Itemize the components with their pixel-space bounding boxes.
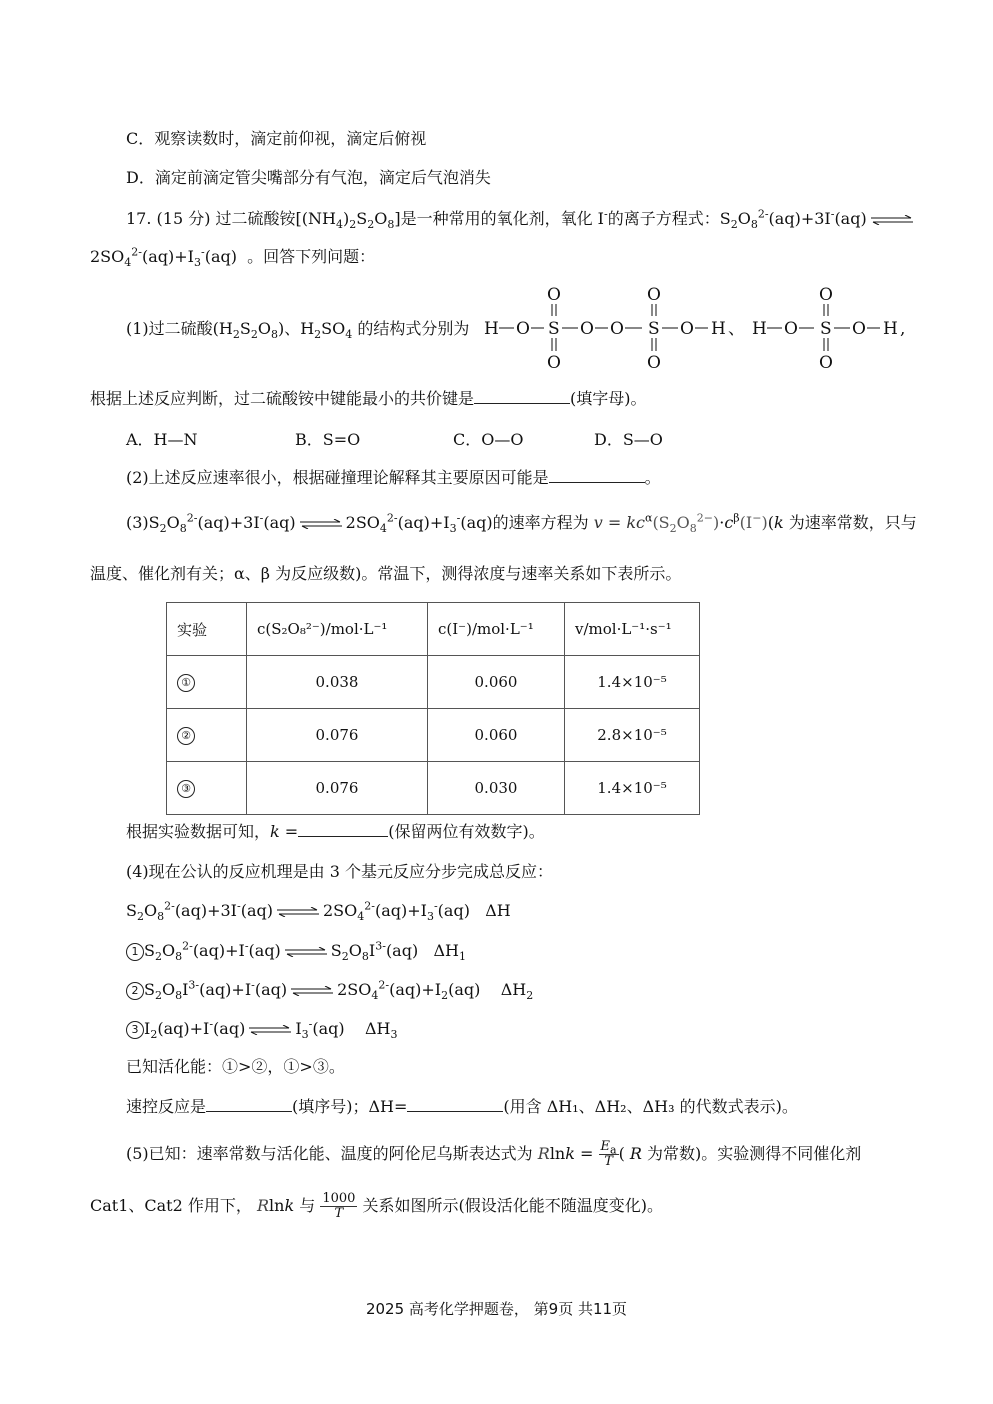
svg-text:O: O — [516, 319, 530, 339]
equilibrium-arrow-icon — [249, 1025, 291, 1035]
svg-text:H: H — [752, 319, 767, 339]
table-row — [167, 762, 700, 815]
choice-c: C．O—O — [453, 430, 524, 449]
part5-line2: Cat1、Cat2 作用下， Rlnk 与 $\frac{1000}{T}$ 关系如图所示(假设活化能不随温度变化)。 — [90, 1191, 664, 1221]
svg-text:H: H — [484, 319, 499, 339]
step3-reaction: 3 $I_2(aq)+I^-(aq)$ $I_3^-(aq)$ $\Delta H_3$ — [126, 1018, 397, 1040]
arrhenius-fraction: $\frac{E_a}{T}$ — [600, 1139, 617, 1169]
svg-text:O: O — [647, 285, 661, 305]
part3-result: 根据实验数据可知，k = (保留两位有效数字)。 — [126, 822, 545, 841]
part3-line2: 温度、催化剂有关；α、β 为反应级数)。常温下，测得浓度与速率关系如下表所示。 — [90, 564, 682, 583]
table-cell: 0.060 — [428, 656, 565, 709]
svg-text:,: , — [900, 319, 906, 339]
equilibrium-arrow-icon — [871, 215, 913, 225]
part5-question: (5)已知：速率常数与活化能、温度的阿伦尼乌斯表达式为 Rlnk = $\frac{E_a}{T}$ ( R 为常数)。实验测得不同催化剂 — [126, 1139, 862, 1169]
svg-text:O: O — [680, 319, 694, 339]
table-header: v/mol·L⁻¹·s⁻¹ — [565, 603, 700, 656]
page-footer: 2025 高考化学押题卷， 第9页 共11页 — [365, 1300, 628, 1318]
structural-formula-diagram — [484, 282, 914, 374]
svg-text:S: S — [820, 319, 832, 339]
equilibrium-arrow-icon — [277, 907, 319, 917]
svg-text:O: O — [647, 353, 661, 373]
part4-intro: (4)现在公认的反应机理是由 3 个基元反应分步完成总反应： — [126, 862, 554, 881]
part2-question: (2)上述反应速率很小，根据碰撞理论解释其主要原因可能是 。 — [126, 468, 661, 487]
equilibrium-arrow-icon — [285, 947, 327, 957]
svg-text:O: O — [784, 319, 798, 339]
table-cell: ① — [177, 674, 195, 692]
q17-intro-line2: $2SO_4^{2-}(aq)+I_3^-(aq)$ 。回答下列问题： — [90, 245, 376, 270]
inverse-temperature-fraction: $\frac{1000}{T}$ — [322, 1191, 356, 1221]
table-cell: 0.076 — [247, 762, 428, 815]
table-header: 实验 — [167, 603, 247, 656]
svg-text:O: O — [580, 319, 594, 339]
svg-text:O: O — [819, 285, 833, 305]
step2-reaction: 2 $S_2O_8I^{3-}(aq)+I^-(aq)$ $2SO_4^{2-}(aq)+I_2(aq)$ $\Delta H_2$ — [126, 979, 533, 1001]
part4-question: 速控反应是 (填序号)；ΔH= (用含 ΔH₁、ΔH₂、ΔH₃ 的代数式表示)。 — [126, 1097, 798, 1116]
q17-intro: 17. (15 分) 过二硫酸铵$[(NH_4)_2S_2O_8]$是一种常用的氧化剂，氧化 I-的离子方程式：$S_2O_8^{2-}(aq)+3I^-(aq)$ — [126, 208, 917, 230]
table-row — [167, 709, 700, 762]
table-cell: 2.8×10⁻⁵ — [565, 709, 700, 762]
svg-text:H: H — [883, 319, 898, 339]
choice-b: B．S=O — [295, 430, 361, 449]
svg-text:、: 、 — [728, 319, 745, 339]
table-cell: ③ — [177, 780, 195, 798]
table-cell: 1.4×10⁻⁵ — [565, 762, 700, 815]
activation-energy-note: 已知活化能：①>②，①>③。 — [126, 1057, 345, 1076]
table-header: c(I⁻)/mol·L⁻¹ — [428, 603, 565, 656]
table-header-row — [167, 603, 700, 656]
part1-question: 根据上述反应判断，过二硫酸铵中键能最小的共价键是 (填字母)。 — [90, 389, 647, 408]
choice-d: D．S—O — [594, 430, 663, 449]
table-cell: 0.060 — [428, 709, 565, 762]
svg-text:O: O — [547, 285, 561, 305]
svg-text:O: O — [610, 319, 624, 339]
choice-a: A．H—N — [126, 430, 198, 449]
svg-text:S: S — [648, 319, 660, 339]
svg-text:S: S — [548, 319, 560, 339]
overall-reaction: $S_2O_8^{2-}(aq)+3I^-(aq)$ $2SO_4^{2-}(aq)+I_3^-(aq)$ ΔH — [126, 899, 511, 924]
equilibrium-arrow-icon — [291, 986, 333, 996]
svg-text:O: O — [852, 319, 866, 339]
table-cell: 0.038 — [247, 656, 428, 709]
table-cell: 0.076 — [247, 709, 428, 762]
table-header: c(S₂O₈²⁻)/mol·L⁻¹ — [247, 603, 428, 656]
table-row — [167, 656, 700, 709]
option-d: D．滴定前滴定管尖嘴部分有气泡，滴定后气泡消失 — [126, 168, 491, 187]
table-cell: ② — [177, 727, 195, 745]
option-c: C．观察读数时，滴定前仰视，滴定后俯视 — [126, 129, 427, 148]
step1-reaction: 1 $S_2O_8^{2-}(aq)+I^-(aq)$ $S_2O_8I^{3-}(aq)$ $\Delta H_1$ — [126, 940, 466, 962]
rate-data-table — [166, 602, 700, 815]
equilibrium-arrow-icon — [300, 519, 342, 529]
table-cell: 0.030 — [428, 762, 565, 815]
part3-question: $(3)S_2O_8^{2-}(aq)+3I^-(aq)$ $2SO_4^{2-}(aq)+I_3^-(aq)$的速率方程为 $v = kc^\alpha(S_2O_8^{2-})\cdot c^\beta(I^-)(k$ 为速率常数，只与 — [126, 511, 917, 536]
svg-text:O: O — [819, 353, 833, 373]
part1-text: (1)过二硫酸$(H_2S_2O_8)$、$H_2SO_4$ 的结构式分别为 — [126, 319, 470, 342]
svg-text:O: O — [547, 353, 561, 373]
table-cell: 1.4×10⁻⁵ — [565, 656, 700, 709]
svg-text:H: H — [711, 319, 726, 339]
